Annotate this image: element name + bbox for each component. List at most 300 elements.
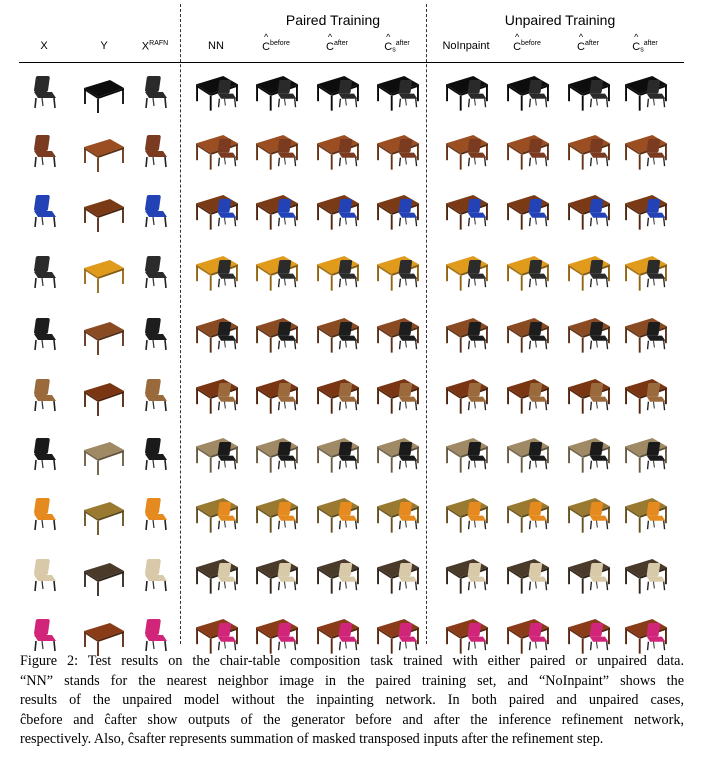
furniture-render [438,428,494,480]
table-sketch [446,438,488,473]
table-sketch [84,502,124,535]
table-sketch [84,563,124,596]
furniture-render [309,125,365,177]
result-image [248,185,304,237]
table-sketch [507,256,549,291]
chair-sketch [34,76,56,108]
furniture-render [369,428,425,480]
result-image [188,369,244,421]
chair-sketch [145,135,167,167]
chair-sketch [34,559,56,591]
table-sketch [568,619,610,654]
furniture-render [369,125,425,177]
furniture-render [76,185,132,237]
result-image [499,369,555,421]
furniture-render [127,428,183,480]
chair-sketch [34,619,56,651]
result-image [560,125,616,177]
furniture-render [369,369,425,421]
table-sketch [446,256,488,291]
result-image [309,185,365,237]
furniture-render [560,246,616,298]
column-header-label: Y [100,40,108,52]
table-sketch [625,498,667,533]
result-image [560,308,616,360]
furniture-render [309,428,365,480]
result-image [188,125,244,177]
furniture-render [309,369,365,421]
furniture-render [499,125,555,177]
table-sketch [196,438,238,473]
furniture-render [309,308,365,360]
furniture-render [309,246,365,298]
table-sketch [625,195,667,230]
result-image [438,308,494,360]
furniture-render [438,488,494,540]
table-sketch [317,76,359,111]
table-sketch [446,195,488,230]
result-image [499,125,555,177]
table-sketch [507,498,549,533]
column-header-paired-cs-after [367,40,427,54]
furniture-render [76,428,132,480]
furniture-render [188,488,244,540]
table-sketch [568,195,610,230]
result-image [560,66,616,118]
furniture-render [438,246,494,298]
furniture-render [499,185,555,237]
table-sketch [446,76,488,111]
column-header-label: NN [208,40,224,52]
table-sketch [507,195,549,230]
table-sketch [507,619,549,654]
furniture-render [617,488,673,540]
furniture-render [309,488,365,540]
result-image [188,308,244,360]
result-image [309,246,365,298]
furniture-render [438,369,494,421]
furniture-render [76,125,132,177]
result-image [309,369,365,421]
furniture-render [438,66,494,118]
table-sketch [317,498,359,533]
furniture-render [76,66,132,118]
furniture-render [248,549,304,601]
column-header-superscript: before [270,40,290,47]
furniture-render [127,185,183,237]
table-sketch [256,498,298,533]
column-header-x-rafn [125,40,185,53]
furniture-render [188,125,244,177]
furniture-render [248,66,304,118]
furniture-render [76,369,132,421]
furniture-render [617,369,673,421]
result-image [438,369,494,421]
chair-sketch [145,379,167,411]
result-image [76,308,132,360]
result-image [438,549,494,601]
column-header-unpaired-c-before [497,40,557,53]
result-image [127,308,183,360]
furniture-render [76,488,132,540]
result-image [499,246,555,298]
furniture-render [16,428,72,480]
table-sketch [446,559,488,594]
result-image [248,308,304,360]
furniture-render [248,308,304,360]
furniture-render [16,308,72,360]
furniture-render [188,369,244,421]
caption-line-1: Figure 2: Test results on the chair-table composition task trained with either paired or unpaired data. [20,653,684,669]
table-sketch [507,559,549,594]
furniture-render [309,185,365,237]
table-sketch [84,322,124,355]
furniture-render [499,488,555,540]
table-sketch [256,135,298,170]
result-image [127,125,183,177]
table-sketch [317,379,359,414]
table-sketch [446,498,488,533]
column-header-superscript: before [521,40,541,47]
caption-line-2: “NN” stands for the nearest neighbor image in the paired training set, and “NoInpaint” shows the [20,672,684,689]
result-image [16,246,72,298]
chair-sketch [145,498,167,530]
result-image [309,428,365,480]
table-sketch [196,318,238,353]
chair-sketch [145,619,167,651]
result-image [617,185,673,237]
result-image [369,369,425,421]
result-image [438,125,494,177]
table-sketch [256,438,298,473]
column-header-label: ^ C [513,41,521,53]
furniture-render [76,246,132,298]
table-sketch [317,619,359,654]
result-image [16,66,72,118]
result-image [560,549,616,601]
table-sketch [84,80,124,113]
furniture-render [560,185,616,237]
furniture-render [438,549,494,601]
result-image [127,488,183,540]
result-image [617,125,673,177]
result-image [499,66,555,118]
table-sketch [568,438,610,473]
furniture-render [438,125,494,177]
furniture-render [617,428,673,480]
furniture-render [617,549,673,601]
result-image [617,488,673,540]
furniture-render [499,66,555,118]
table-sketch [317,195,359,230]
furniture-render [127,488,183,540]
chair-sketch [145,76,167,108]
result-image [16,549,72,601]
result-image [438,428,494,480]
chair-sketch [34,438,56,470]
table-sketch [256,76,298,111]
table-sketch [84,383,124,416]
result-image [76,428,132,480]
result-image [248,125,304,177]
column-header-label: X [40,40,48,52]
column-header-label: ^ C [384,41,392,53]
table-sketch [317,256,359,291]
furniture-render [188,549,244,601]
chair-sketch [34,318,56,350]
column-header-superscript: after [643,40,658,47]
result-image [369,488,425,540]
result-image [560,369,616,421]
result-image [617,246,673,298]
result-image [499,185,555,237]
result-image [248,66,304,118]
table-sketch [256,256,298,291]
caption-line-4: ĉbefore and ĉafter show outputs of the generator before and after the inference refinement network, [20,711,684,728]
result-image [617,308,673,360]
table-sketch [377,318,419,353]
furniture-render [127,66,183,118]
table-sketch [568,76,610,111]
table-sketch [377,498,419,533]
table-sketch [446,318,488,353]
table-sketch [196,559,238,594]
result-image [499,428,555,480]
chair-sketch [145,195,167,227]
result-image [16,125,72,177]
furniture-render [499,369,555,421]
table-sketch [625,256,667,291]
result-image [248,246,304,298]
table-sketch [196,619,238,654]
result-image [127,428,183,480]
column-header-unpaired-cs-after [615,40,675,54]
result-image [438,488,494,540]
result-image [369,428,425,480]
result-image [560,428,616,480]
header-rule [19,62,684,63]
caption-line-3: results of the unpaired model without the inpainting network. In both paired and unpaired cases, [20,692,684,709]
furniture-render [16,488,72,540]
table-sketch [446,135,488,170]
result-image [127,369,183,421]
result-image [499,488,555,540]
result-image [188,185,244,237]
column-header-label: X [141,40,150,53]
table-sketch [625,619,667,654]
result-image [248,369,304,421]
result-image [438,66,494,118]
result-image [248,549,304,601]
furniture-render [369,185,425,237]
result-image [438,246,494,298]
column-header-subscript: s [392,46,396,54]
table-sketch [446,379,488,414]
furniture-render [560,369,616,421]
column-header-label: NoInpaint [442,40,490,52]
furniture-render [127,369,183,421]
furniture-render [560,549,616,601]
table-sketch [568,498,610,533]
furniture-render [188,308,244,360]
table-sketch [568,379,610,414]
figure-caption [20,652,684,750]
table-sketch [377,619,419,654]
caption-line-5: respectively. Also, ĉsafter represents summation of masked transposed inputs after the refinement step. [20,731,604,748]
result-image [76,246,132,298]
result-image [16,369,72,421]
table-sketch [625,318,667,353]
result-image [248,428,304,480]
table-sketch [196,256,238,291]
result-image [16,488,72,540]
table-sketch [507,438,549,473]
furniture-render [560,66,616,118]
table-sketch [196,498,238,533]
result-image [369,246,425,298]
group-label-unpaired: Unpaired Training [504,12,616,28]
result-image [188,549,244,601]
table-sketch [507,135,549,170]
result-image [309,308,365,360]
table-sketch [377,559,419,594]
furniture-render [127,125,183,177]
result-image [309,125,365,177]
table-sketch [256,379,298,414]
table-sketch [84,139,124,172]
column-header-subscript: s [640,46,644,54]
table-sketch [377,135,419,170]
table-sketch [256,559,298,594]
furniture-render [499,428,555,480]
furniture-render [248,428,304,480]
furniture-render [438,308,494,360]
furniture-render [369,549,425,601]
chair-sketch [34,135,56,167]
column-header-superscript: RAFN [149,40,169,47]
table-sketch [625,379,667,414]
result-image [127,66,183,118]
results-grid [0,66,704,646]
result-image [560,488,616,540]
result-image [188,66,244,118]
result-image [76,549,132,601]
furniture-render [560,428,616,480]
table-sketch [256,619,298,654]
chair-sketch [34,498,56,530]
result-image [369,549,425,601]
result-image [369,185,425,237]
column-header-unpaired-c-after [558,40,618,53]
table-sketch [377,379,419,414]
table-sketch [446,619,488,654]
column-header-superscript: after [395,40,410,47]
result-image [309,549,365,601]
result-image [309,66,365,118]
furniture-render [248,369,304,421]
chair-sketch [145,318,167,350]
furniture-render [16,125,72,177]
table-sketch [196,195,238,230]
furniture-render [248,488,304,540]
furniture-render [617,66,673,118]
furniture-render [16,369,72,421]
chair-sketch [34,256,56,288]
furniture-render [560,125,616,177]
chair-sketch [145,559,167,591]
furniture-render [617,185,673,237]
result-image [76,369,132,421]
furniture-render [309,66,365,118]
furniture-render [499,549,555,601]
result-image [617,428,673,480]
furniture-render [369,246,425,298]
result-image [248,488,304,540]
table-sketch [625,135,667,170]
column-header-paired-c-after [307,40,367,53]
chair-sketch [145,256,167,288]
result-image [16,428,72,480]
table-sketch [568,256,610,291]
furniture-render [127,549,183,601]
result-image [617,66,673,118]
chair-sketch [145,438,167,470]
result-image [499,549,555,601]
result-image [188,488,244,540]
furniture-render [127,246,183,298]
result-image [76,185,132,237]
furniture-render [127,308,183,360]
result-image [76,488,132,540]
result-image [617,369,673,421]
table-sketch [507,379,549,414]
column-header-label: ^ C [262,41,270,53]
furniture-render [188,185,244,237]
result-image [369,308,425,360]
table-sketch [84,199,124,232]
furniture-render [248,125,304,177]
table-sketch [84,260,124,293]
table-sketch [317,438,359,473]
column-header-superscript: after [333,40,348,47]
table-sketch [625,438,667,473]
furniture-render [16,549,72,601]
furniture-render [438,185,494,237]
table-sketch [507,76,549,111]
result-image [127,246,183,298]
furniture-render [248,246,304,298]
furniture-render [188,428,244,480]
furniture-render [248,185,304,237]
furniture-render [560,308,616,360]
furniture-render [560,488,616,540]
table-sketch [377,438,419,473]
result-image [560,185,616,237]
result-image [309,488,365,540]
table-sketch [84,442,124,475]
table-sketch [256,195,298,230]
chair-sketch [34,379,56,411]
column-header-label: ^ C [326,41,334,53]
furniture-render [76,549,132,601]
table-sketch [568,559,610,594]
result-image [188,428,244,480]
column-header-superscript: after [584,40,599,47]
chair-sketch [34,195,56,227]
furniture-render [369,488,425,540]
table-sketch [625,76,667,111]
result-image [16,308,72,360]
